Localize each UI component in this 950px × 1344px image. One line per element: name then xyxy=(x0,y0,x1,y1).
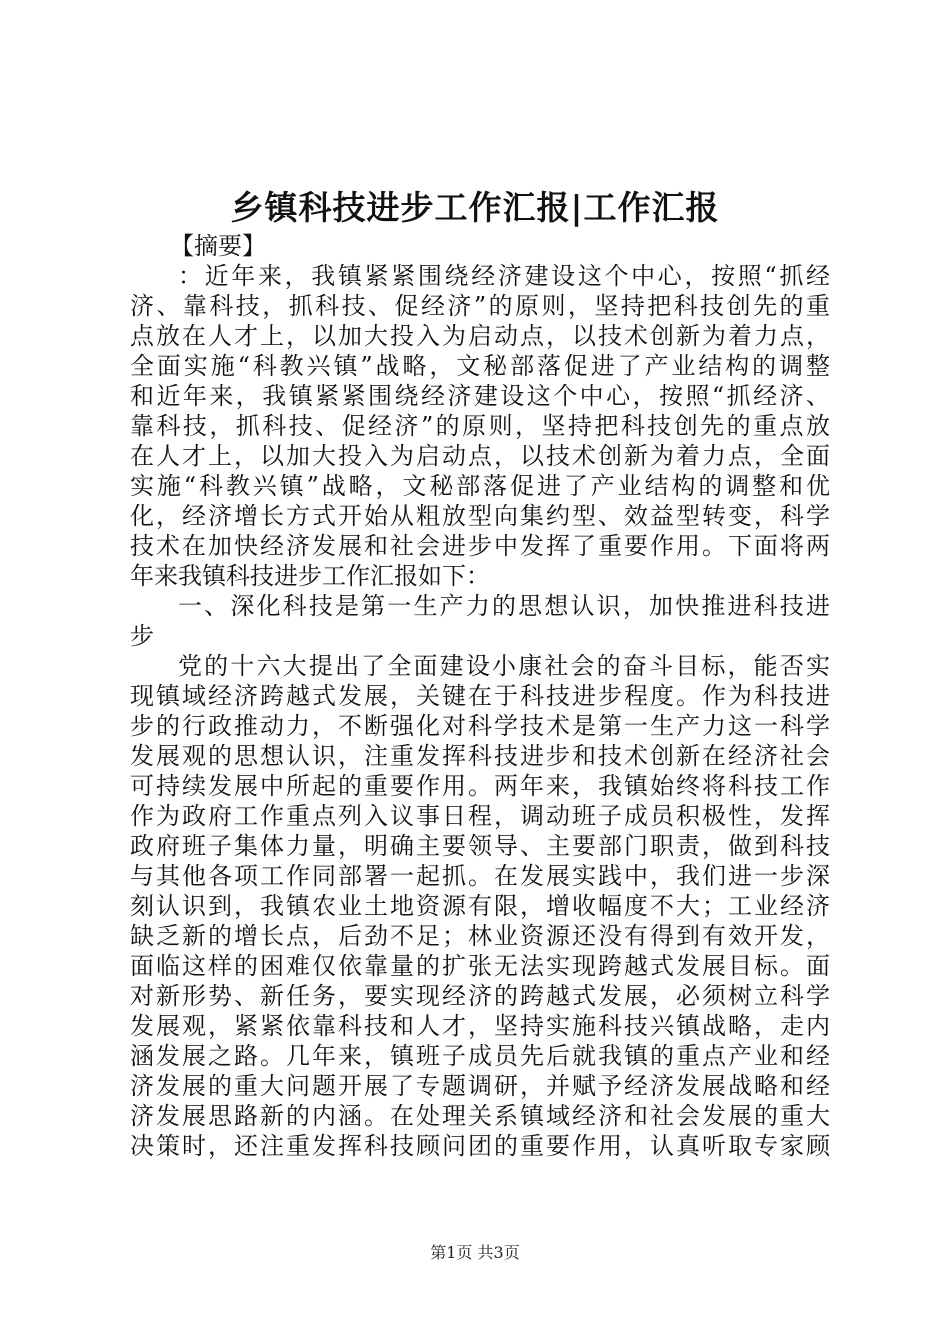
document-title: 乡镇科技进步工作汇报|工作汇报 xyxy=(230,188,720,227)
text-line: 作为政府工作重点列入议事日程，调动班子成员积极性，发挥 xyxy=(130,802,830,830)
text-line: 涵发展之路。几年来，镇班子成员先后就我镇的重点产业和经 xyxy=(130,1042,830,1070)
text-line: 现镇域经济跨越式发展，关键在于科技进步程度。作为科技进 xyxy=(130,682,830,710)
document-body xyxy=(130,231,830,1161)
text-line: 对新形势、新任务，要实现经济的跨越式发展，必须树立科学 xyxy=(130,982,830,1010)
text-line: 在人才上，以加大投入为启动点，以技术创新为着力点，全面 xyxy=(130,442,830,470)
text-line: 全面实施“科教兴镇”战略，文秘部落促进了产业结构的调整 xyxy=(130,352,830,380)
text-line: 年来我镇科技进步工作汇报如下： xyxy=(130,562,490,590)
text-line: 靠科技，抓科技、促经济”的原则，坚持把科技创先的重点放 xyxy=(130,412,830,440)
text-line: 和近年来，我镇紧紧围绕经济建设这个中心，按照“抓经济、 xyxy=(130,382,830,410)
text-line: 化，经济增长方式开始从粗放型向集约型、效益型转变，科学 xyxy=(130,502,830,530)
section-heading: 一、深化科技是第一生产力的思想认识，加快推进科技进 xyxy=(178,592,830,620)
text-line: 济发展思路新的内涵。在处理关系镇域经济和社会发展的重大 xyxy=(130,1102,830,1130)
abstract-heading: 【摘要】 xyxy=(170,232,266,260)
text-line: 党的十六大提出了全面建设小康社会的奋斗目标，能否实 xyxy=(178,652,830,680)
section-heading-continued: 步 xyxy=(130,622,154,650)
text-line: 刻认识到，我镇农业土地资源有限，增收幅度不大；工业经济 xyxy=(130,892,830,920)
text-line: 济、靠科技，抓科技、促经济”的原则，坚持把科技创先的重 xyxy=(130,292,830,320)
text-line: 发展观，紧紧依靠科技和人才，坚持实施科技兴镇战略，走内 xyxy=(130,1012,830,1040)
text-line: 决策时，还注重发挥科技顾问团的重要作用，认真听取专家顾 xyxy=(130,1132,830,1160)
text-line: ：近年来，我镇紧紧围绕经济建设这个中心，按照“抓经 xyxy=(178,262,830,290)
text-line: 步的行政推动力，不断强化对科学技术是第一生产力这一科学 xyxy=(130,712,830,740)
text-line: 可持续发展中所起的重要作用。两年来，我镇始终将科技工作 xyxy=(130,772,830,800)
text-line: 实施“科教兴镇”战略，文秘部落促进了产业结构的调整和优 xyxy=(130,472,830,500)
text-line: 与其他各项工作同部署一起抓。在发展实践中，我们进一步深 xyxy=(130,862,830,890)
text-line: 济发展的重大问题开展了专题调研，并赋予经济发展战略和经 xyxy=(130,1072,830,1100)
text-line: 技术在加快经济发展和社会进步中发挥了重要作用。下面将两 xyxy=(130,532,830,560)
text-line: 政府班子集体力量，明确主要领导、主要部门职责，做到科技 xyxy=(130,832,830,860)
text-line: 发展观的思想认识，注重发挥科技进步和技术创新在经济社会 xyxy=(130,742,830,770)
text-line: 缺乏新的增长点，后劲不足；林业资源还没有得到有效开发， xyxy=(130,922,830,950)
text-line: 面临这样的困难仅依靠量的扩张无法实现跨越式发展目标。面 xyxy=(130,952,830,980)
text-line: 点放在人才上，以加大投入为启动点，以技术创新为着力点， xyxy=(130,322,830,350)
page-footer: 第1页 共3页 xyxy=(430,1243,520,1262)
